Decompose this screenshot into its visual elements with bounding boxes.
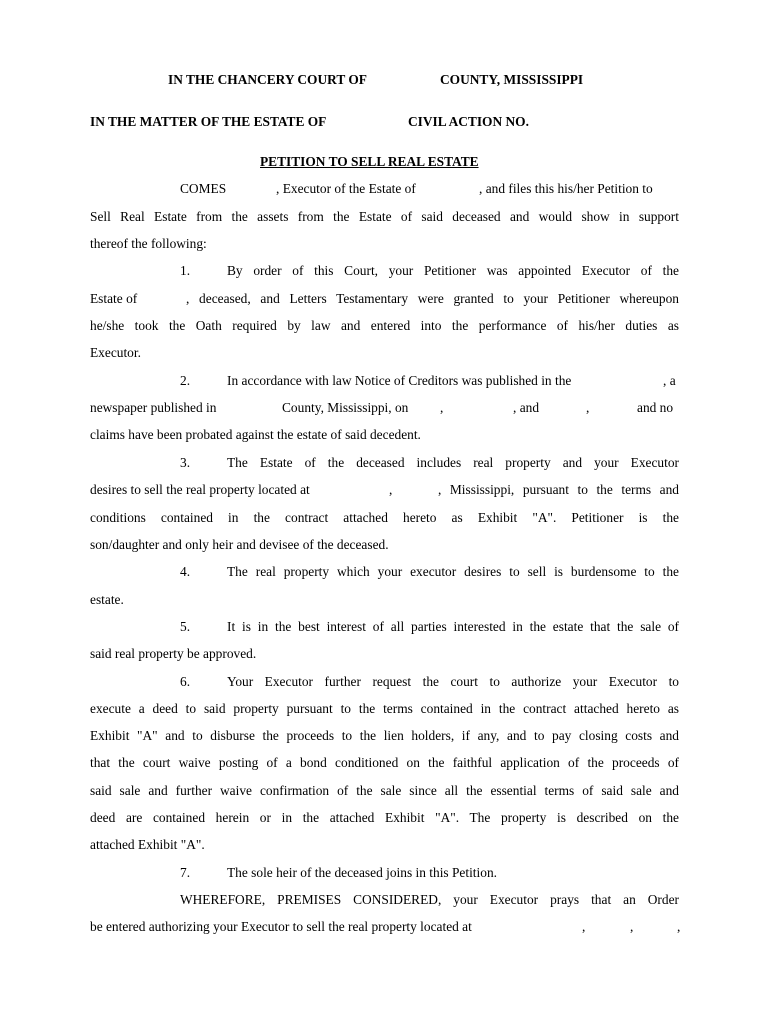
wherefore-text: , <box>677 919 681 934</box>
paragraph-text: Executor. <box>90 345 141 360</box>
paragraph-text: he/she took the Oath required by law and entered into the performance of his/her duties as <box>90 318 679 333</box>
paragraph-text: Estate of <box>90 291 138 306</box>
paragraph-number: 4. <box>180 564 191 579</box>
paragraph-text: that the court waive posting of a bond conditioned on the faithful application of the proceeds of <box>90 755 679 770</box>
civil-action-no: CIVIL ACTION NO. <box>408 114 529 129</box>
paragraph-text: By order of this Court, your Petitioner was appointed Executor of the <box>227 263 679 278</box>
paragraph-text: , and <box>513 400 540 415</box>
document-title: PETITION TO SELL REAL ESTATE <box>260 154 479 169</box>
paragraph-text: It is in the best interest of all parties interested in the estate that the sale of <box>227 619 679 634</box>
paragraph-text: estate. <box>90 592 124 607</box>
paragraph-text: , a <box>663 373 676 388</box>
wherefore-text: , <box>630 919 634 934</box>
paragraph-text: attached Exhibit "A". <box>90 837 205 852</box>
paragraph-text: Your Executor further request the court to authorize your Executor to <box>227 674 679 689</box>
paragraph-text: and no <box>637 400 674 415</box>
paragraph-text: claims have been probated against the estate of said decedent. <box>90 427 421 442</box>
intro-text: thereof the following: <box>90 236 207 251</box>
wherefore-text: , <box>582 919 586 934</box>
intro-text: , Executor of the Estate of <box>276 181 416 196</box>
paragraph-text: Exhibit "A" and to disburse the proceeds to the lien holders, if any, and to pay closing costs and <box>90 728 679 743</box>
paragraph-text: , <box>389 482 393 497</box>
paragraph-text: , Mississippi, pursuant to the terms and <box>438 482 679 497</box>
paragraph-text: The sole heir of the deceased joins in this Petition. <box>227 865 497 880</box>
paragraph-text: County, Mississippi, on <box>282 400 409 415</box>
intro-text: COMES <box>180 181 227 196</box>
paragraph-text: said real property be approved. <box>90 646 257 661</box>
wherefore-text: WHEREFORE, PREMISES CONSIDERED, your Executor prays that an Order <box>180 892 679 907</box>
paragraph-text: newspaper published in <box>90 400 217 415</box>
paragraph-text: said sale and further waive confirmation of the sale since all the essential terms of said sale and <box>90 783 679 798</box>
paragraph-number: 2. <box>180 373 191 388</box>
paragraph-text: In accordance with law Notice of Creditors was published in the <box>227 373 572 388</box>
paragraph-text: The Estate of the deceased includes real property and your Executor <box>227 455 679 470</box>
paragraph-text: , deceased, and Letters Testamentary were granted to your Petitioner whereupon <box>186 291 679 306</box>
paragraph-text: The real property which your executor desires to sell is burdensome to the <box>227 564 679 579</box>
court-heading: IN THE CHANCERY COURT OF <box>168 72 367 87</box>
intro-text: Sell Real Estate from the assets from the Estate of said deceased and would show in support <box>90 209 679 224</box>
wherefore-text: be entered authorizing your Executor to sell the real property located at <box>90 919 472 934</box>
paragraph-number: 6. <box>180 674 191 689</box>
paragraph-text: son/daughter and only heir and devisee of the deceased. <box>90 537 389 552</box>
paragraph-text: execute a deed to said property pursuant to the terms contained in the contract attached hereto as <box>90 701 679 716</box>
paragraph-number: 1. <box>180 263 191 278</box>
paragraph-text: , <box>586 400 590 415</box>
intro-text: , and files this his/her Petition to <box>479 181 653 196</box>
paragraph-number: 3. <box>180 455 191 470</box>
estate-matter: IN THE MATTER OF THE ESTATE OF <box>90 114 327 129</box>
court-county: COUNTY, MISSISSIPPI <box>440 72 584 87</box>
paragraph-text: desires to sell the real property located at <box>90 482 310 497</box>
paragraph-text: conditions contained in the contract attached hereto as Exhibit "A". Petitioner is the <box>90 510 679 525</box>
paragraph-text: , <box>440 400 444 415</box>
paragraph-number: 5. <box>180 619 191 634</box>
paragraph-text: deed are contained herein or in the attached Exhibit "A". The property is described on the <box>90 810 679 825</box>
paragraph-number: 7. <box>180 865 191 880</box>
